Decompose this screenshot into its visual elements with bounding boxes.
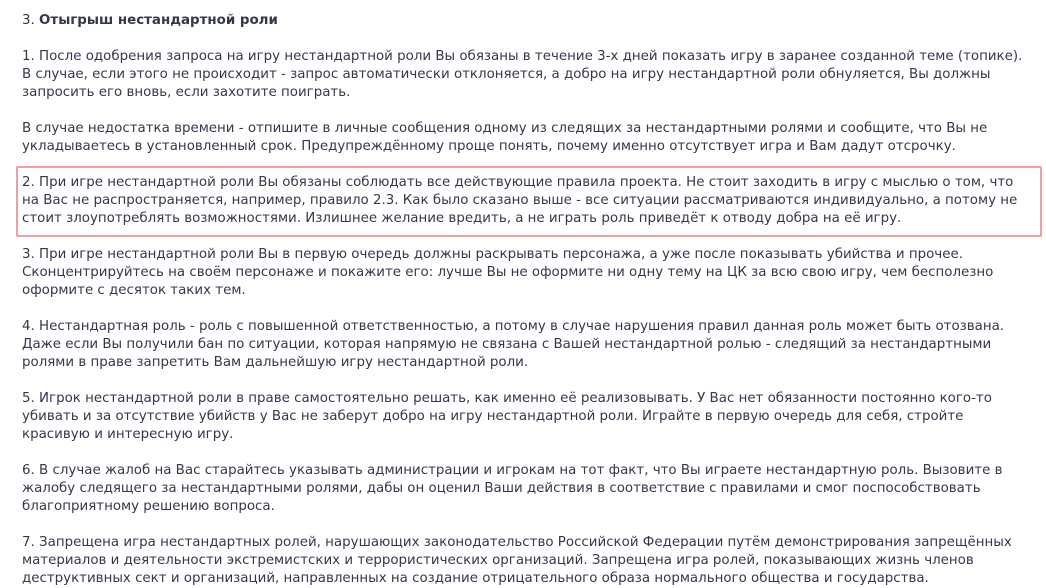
rule-3-paragraph: 3. При игре нестандартной роли Вы в первую очередь должны раскрывать персонажа, а уже после показывать убийства и прочее. Сконцентрируйтесь на своём персонаже и покажите его: лучше Вы не оформите ни одну тему на ЦК за всю свою игру, чем бесполезно оформите с десяток таких тем. [22, 247, 994, 298]
rule-6-paragraph: 6. В случае жалоб на Вас старайтесь указывать администрации и игрокам на тот факт, что Вы играете нестандартную роль. Вызовите в жалобу следящего за нестандартными ролями, дабы он оценил Ваши действия в соответствие с правилами и смог поспособствовать благоприятному решению вопроса. [22, 463, 1003, 514]
rule-4-paragraph: 4. Нестандартная роль - роль с повышенной ответственностью, а потому в случае нарушения правил данная роль может быть отозвана. Даже если Вы получили бан по ситуации, которая напрямую не связана с Вашей нестандартной ролью - следящий за нестандартными ролями в праве запретить Вам дальнейшую игру нестандартной роли. [22, 319, 1005, 370]
rule-1-note-paragraph: В случае недостатка времени - отпишите в личные сообщения одному из следящих за нестандартными ролями и сообщите, что Вы не укладываетесь в установленный срок. Предупреждённому проще понять, почему именно отсутствует игра и Вам дадут отсрочку. [22, 121, 988, 154]
section-number: 3. [22, 13, 35, 28]
rule-5-paragraph: 5. Игрок нестандартной роли в праве самостоятельно решать, как именно её реализовывать. У Вас нет обязанности постоянно кого-то убивать и за отсутствие убийств у Вас не заберут добро на игру нестандартной роли. Играйте в первую очередь для себя, стройте красивую и интересную игру. [22, 391, 992, 442]
section-heading [22, 12, 1028, 30]
rule-1-paragraph: 1. После одобрения запроса на игру нестандартной роли Вы обязаны в течение 3-х дней показать игру в заранее созданной теме (топике). В случае, если этого не происходит - запрос автоматически отклоняется, а добро на игру нестандартной роли обнуляется, Вы должны запросить его вновь, если захотите поиграть. [22, 49, 1023, 100]
section-title: Отыгрыш нестандартной роли [39, 13, 278, 28]
rule-2-text: 2. При игре нестандартной роли Вы обязаны соблюдать все действующие правила проекта. Не стоит заходить в игру с мыслью о том, что на Вас не распространяется, например, правило 2.3. Как было сказано выше - все ситуации рассматриваются индивидуально, а потому не стоит злоупотреблять возможностями. Излишнее желание вредить, а не играть роль приведёт к отводу добра на её игру. [22, 175, 1018, 226]
rule-7-paragraph: 7. Запрещена игра нестандартных ролей, нарушающих законодательство Российской Федерации путём демонстрирования запрещённых материалов и деятельности экстремистских и террористических организаций. Запрещена игра ролей, показывающих жизнь членов деструктивных сект и организаций, направленных на создание отрицательного образа нормального общества и государства. [22, 535, 1012, 586]
rule-2-highlighted-paragraph [22, 174, 1028, 228]
